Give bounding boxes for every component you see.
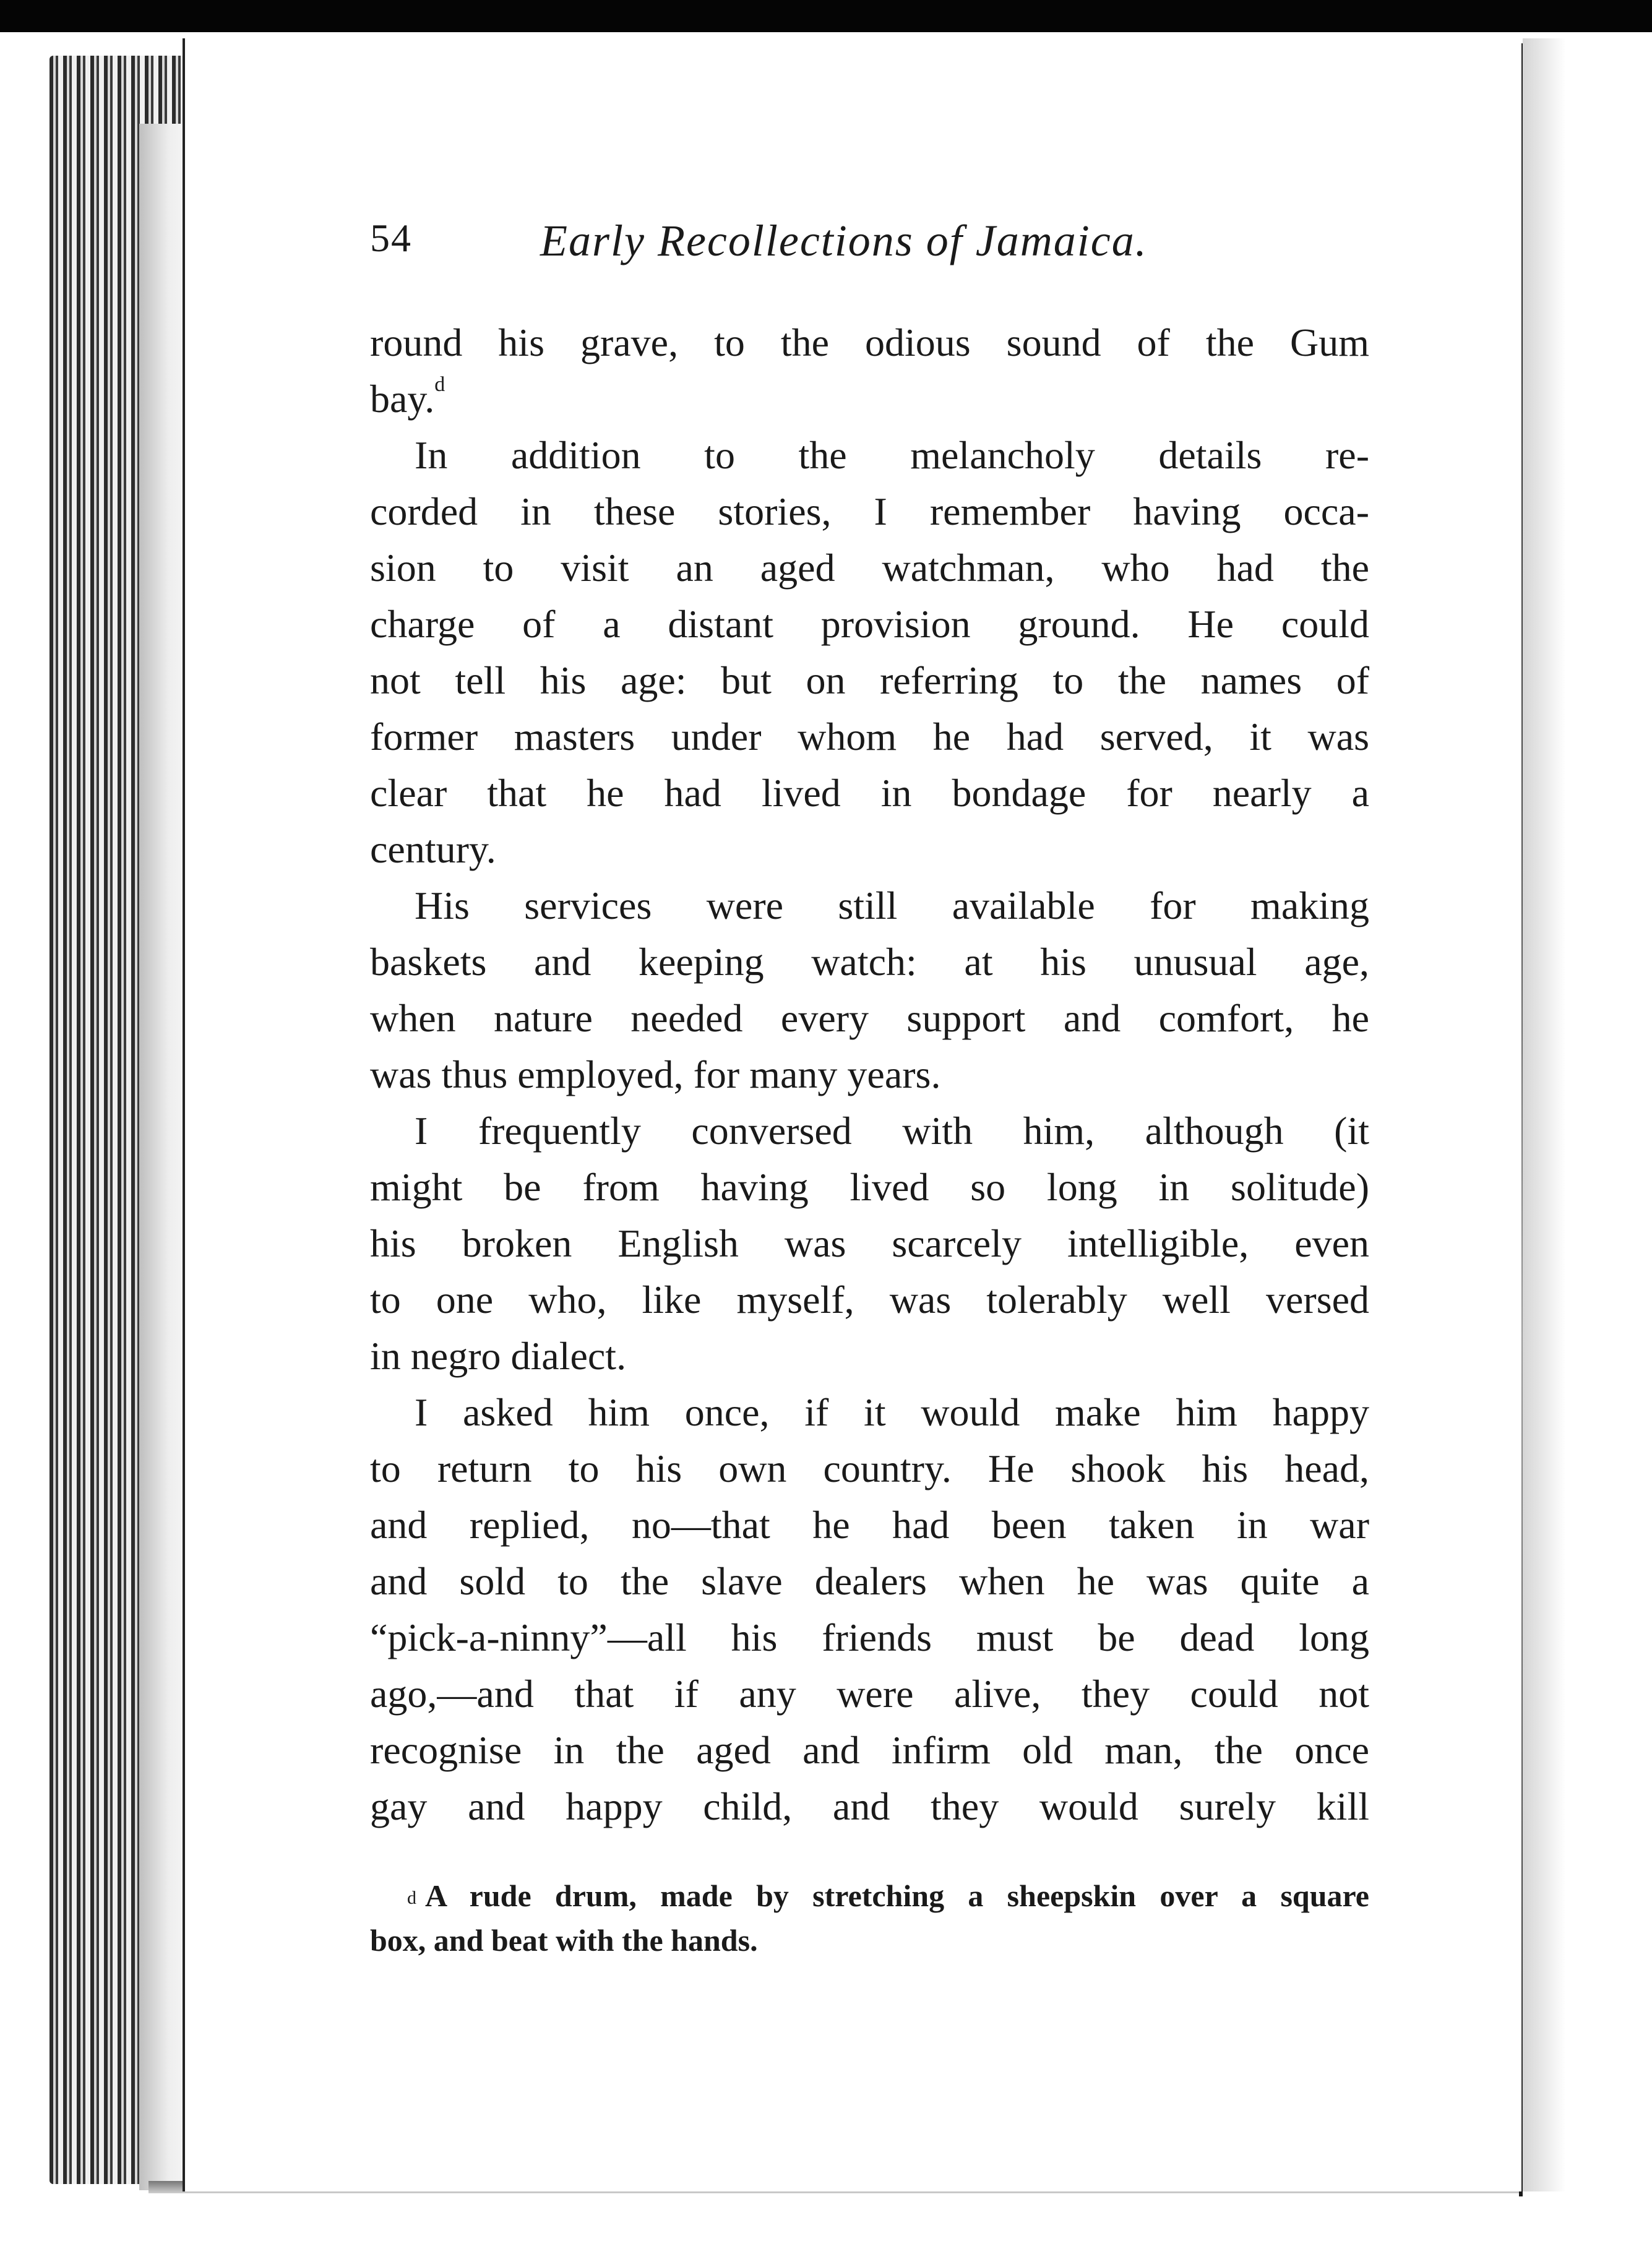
- page-number: 54: [370, 216, 412, 260]
- text-line: to one who, like myself, was tolerably well versed: [370, 1278, 1369, 1322]
- text-line: his broken English was scarcely intelligible, even: [370, 1221, 1369, 1265]
- text-line: and sold to the slave dealers when he was quite a: [370, 1559, 1369, 1603]
- footnote-line: [370, 1873, 1369, 1918]
- text-line: and replied, no—that he had been taken in war: [370, 1503, 1369, 1547]
- text-line: [370, 371, 1369, 427]
- text-line: might be from having lived so long in solitude): [370, 1165, 1369, 1209]
- text-line: baskets and keeping watch: at his unusual age,: [370, 940, 1369, 984]
- running-head: [370, 215, 1372, 271]
- footnote-marker: d: [407, 1888, 416, 1908]
- text-line: In addition to the melancholy details re-: [415, 433, 1369, 477]
- text-line: gay and happy child, and they would surely kill: [370, 1784, 1369, 1828]
- text-line: when nature needed every support and comfort, he: [370, 996, 1369, 1040]
- footnote-text: A rude drum, made by stretching a sheepskin over a square: [425, 1878, 1369, 1913]
- text-line: sion to visit an aged watchman, who had the: [370, 546, 1369, 590]
- running-title: Early Recollections of Jamaica.: [540, 216, 1148, 265]
- text-line: I asked him once, if it would make him happy: [415, 1390, 1369, 1434]
- text-line: was thus employed, for many years.: [370, 1052, 941, 1096]
- text-line: century.: [370, 827, 496, 871]
- footnote-line: box, and beat with the hands.: [370, 1923, 758, 1958]
- scan-border-top: [0, 0, 1652, 32]
- text-line: former masters under whom he had served, it was: [370, 715, 1369, 759]
- gutter-shading: [1523, 38, 1566, 2191]
- text-line: I frequently conversed with him, although (it: [415, 1109, 1369, 1153]
- text-line-content: bay.: [370, 377, 435, 421]
- text-line: recognise in the aged and infirm old man, the once: [370, 1728, 1369, 1772]
- book-page-edges: [49, 56, 183, 2184]
- text-line: round his grave, to the odious sound of the Gum: [370, 320, 1369, 364]
- text-line: charge of a distant provision ground. He could: [370, 602, 1369, 646]
- text-line: ago,—and that if any were alive, they could not: [370, 1672, 1369, 1716]
- text-line: in negro dialect.: [370, 1334, 627, 1378]
- text-line: to return to his own country. He shook his head,: [370, 1447, 1369, 1490]
- text-line: not tell his age: but on referring to the names of: [370, 658, 1369, 702]
- text-line: “pick-a-ninny”—all his friends must be dead long: [370, 1615, 1369, 1659]
- footnote-reference: d: [434, 373, 445, 396]
- body-text: [370, 314, 1369, 1834]
- text-line: corded in these stories, I remember having occa-: [370, 489, 1369, 533]
- text-line: His services were still available for making: [415, 884, 1369, 927]
- text-line: clear that he had lived in bondage for nearly a: [370, 771, 1369, 815]
- footnote: [370, 1873, 1369, 1963]
